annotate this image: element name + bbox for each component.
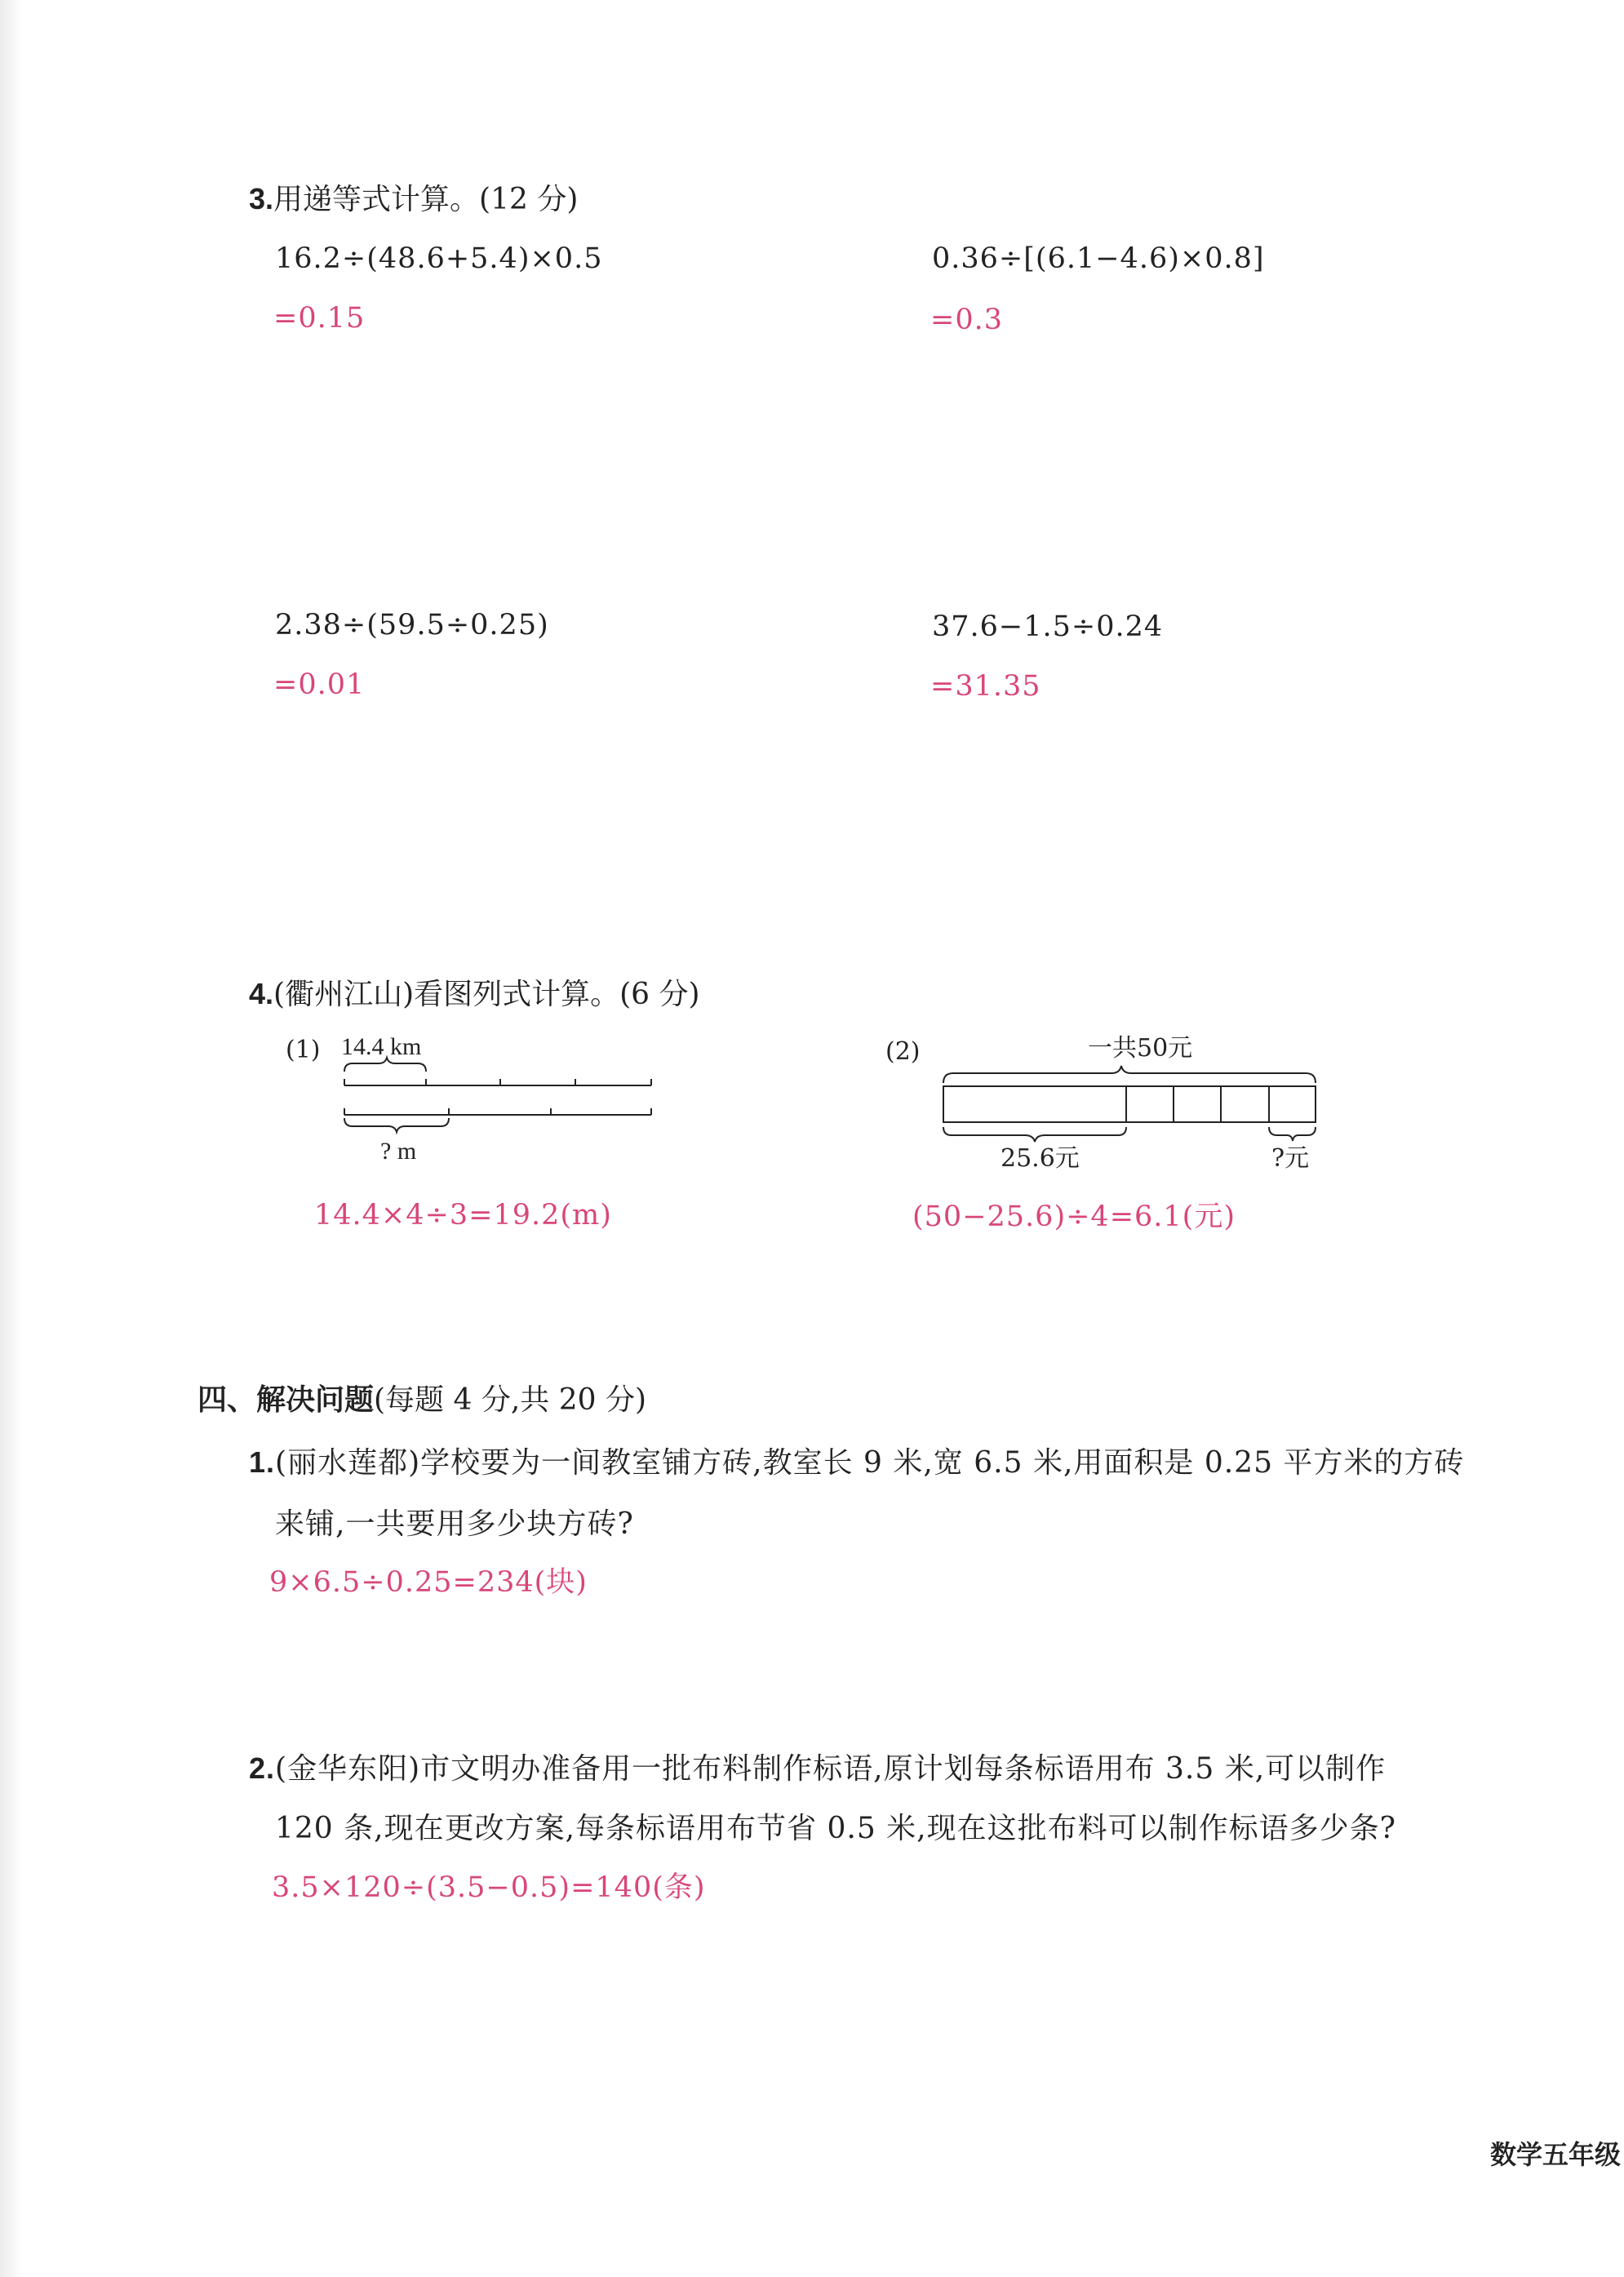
q4-part1-label: (1) [286, 1036, 321, 1064]
section4-problem-1-line-1: 1.(丽水莲都)学校要为一间教室铺方砖,教室长 9 米,宽 6.5 米,用面积是 0.25 平方米的方砖 [249, 1445, 1465, 1480]
q3-problem-4-answer: =31.35 [930, 670, 1041, 703]
q4-part2-total-label: 一共50元 [1088, 1034, 1193, 1063]
section4-problem-2-line-2: 120 条,现在更改方案,每条标语用布节省 0.5 米,现在这批布料可以制作标语多少条? [275, 1812, 1396, 1845]
q4-part2-answer: (50−25.6)÷4=6.1(元) [912, 1201, 1236, 1233]
q3-problem-4-expression: 37.6−1.5÷0.24 [932, 610, 1164, 643]
q4-part1-segment-diagram [344, 1058, 651, 1132]
q3-problem-3-expression: 2.38÷(59.5÷0.25) [275, 609, 549, 641]
section-4-title: 四、解决问题(每题 4 分,共 20 分) [197, 1383, 647, 1417]
q4-part2-label: (2) [885, 1037, 921, 1066]
q3-heading: 3.用递等式计算。(12 分) [249, 182, 579, 216]
section4-problem-1-line-2: 来铺,一共要用多少块方砖? [275, 1507, 634, 1541]
q3-problem-3-answer: =0.01 [273, 668, 366, 701]
q4-heading: 4.(衢州江山)看图列式计算。(6 分) [249, 977, 700, 1011]
q4-part2-bar-diagram [943, 1066, 1316, 1142]
section4-problem-2-answer: 3.5×120÷(3.5−0.5)=140(条) [272, 1871, 706, 1904]
q4-part1-answer: 14.4×4÷3=19.2(m) [314, 1199, 612, 1232]
section4-problem-2-line-1: 2.(金华东阳)市文明办准备用一批布料制作标语,原计划每条标语用布 3.5 米,可以制作 [249, 1751, 1387, 1786]
q4-part2-unknown-label: ?元 [1271, 1144, 1310, 1173]
q4-part2-first-segment-label: 25.6元 [1001, 1144, 1080, 1173]
q4-part1-top-length: 14.4 km [341, 1033, 422, 1060]
q3-problem-1-answer: =0.15 [273, 302, 366, 335]
page-footer-label: 数学五年级 [1490, 2139, 1622, 2170]
q3-problem-1-expression: 16.2÷(48.6+5.4)×0.5 [275, 242, 603, 275]
section4-problem-1-answer: 9×6.5÷0.25=234(块) [269, 1566, 588, 1599]
q3-problem-2-answer: =0.3 [930, 304, 1003, 336]
q4-part1-unknown-label: ? m [380, 1138, 417, 1165]
q3-problem-2-expression: 0.36÷[(6.1−4.6)×0.8] [932, 242, 1265, 275]
